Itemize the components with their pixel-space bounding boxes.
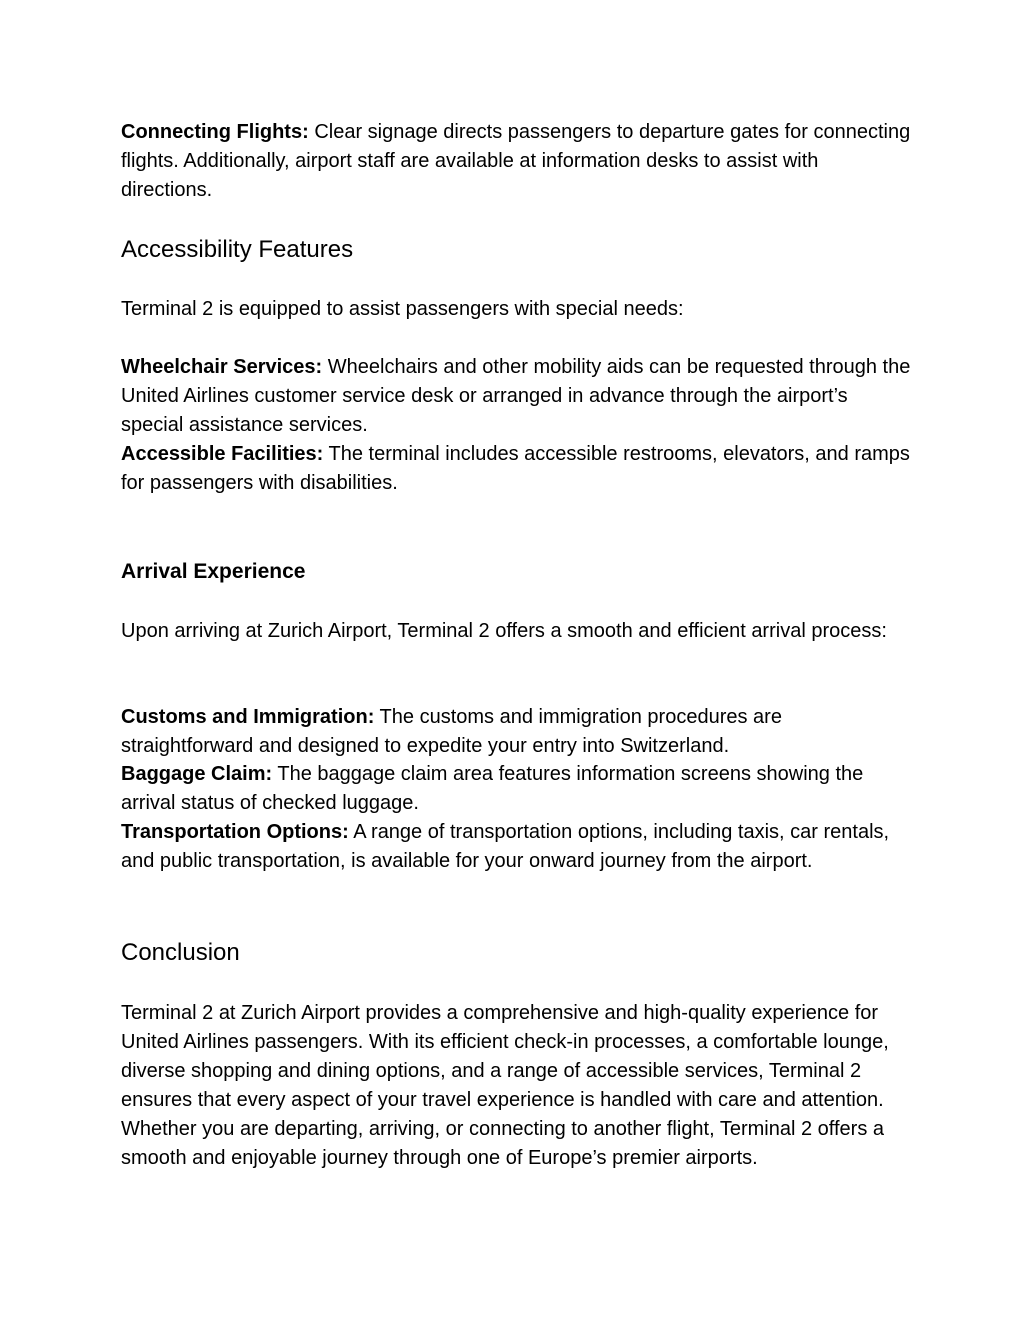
wheelchair-services-label: Wheelchair Services:	[121, 356, 323, 378]
customs-immigration-text: The customs and immigration procedures are straightforward and designed to expedite your entry into Switzerland.	[121, 706, 782, 757]
transportation-options-label: Transportation Options:	[121, 821, 349, 843]
baggage-claim-label: Baggage Claim:	[121, 763, 273, 785]
connecting-flights-text: Clear signage directs passengers to departure gates for connecting flights. Additionally, airport staff are available at information desks to assist with directions.	[121, 121, 911, 201]
accessible-facilities-text: The terminal includes accessible restrooms, elevators, and ramps for passengers with disabilities.	[121, 443, 910, 494]
conclusion-heading: Conclusion	[121, 939, 240, 966]
accessibility-intro: Terminal 2 is equipped to assist passengers with special needs:	[121, 298, 684, 320]
accessibility-heading: Accessibility Features	[121, 236, 354, 263]
transportation-options-paragraph	[121, 818, 911, 876]
arrival-heading: Arrival Experience	[121, 560, 306, 583]
baggage-claim-text: The baggage claim area features information screens showing the arrival status of checked luggage.	[121, 763, 864, 814]
accessible-facilities-paragraph	[121, 440, 911, 498]
baggage-claim-paragraph	[121, 760, 911, 818]
accessible-facilities-label: Accessible Facilities:	[121, 443, 324, 465]
wheelchair-services-text: Wheelchairs and other mobility aids can be requested through the United Airlines customer service desk or arranged in advance through the airport’s special assistance services.	[121, 356, 911, 436]
customs-immigration-label: Customs and Immigration:	[121, 706, 375, 728]
conclusion-paragraph: Terminal 2 at Zurich Airport provides a comprehensive and high-quality experience for United Airlines passengers. With its efficient check-in processes, a comfortable lounge, diverse shopping and dining options, and a range of accessible services, Terminal 2 ensures that every aspect of your travel experience is handled with care and attention. Whether you are departing, arriving, or connecting to another flight, Terminal 2 offers a smooth and enjoyable journey through one of Europe’s premier airports.	[121, 1002, 889, 1169]
wheelchair-services-paragraph	[121, 353, 911, 440]
connecting-flights-label: Connecting Flights:	[121, 121, 309, 143]
transportation-options-text: A range of transportation options, including taxis, car rentals, and public transportation, is available for your onward journey from the airport.	[121, 821, 890, 872]
customs-immigration-paragraph	[121, 703, 911, 761]
connecting-flights-paragraph	[121, 118, 911, 205]
arrival-intro: Upon arriving at Zurich Airport, Terminal 2 offers a smooth and efficient arrival process:	[121, 620, 887, 642]
